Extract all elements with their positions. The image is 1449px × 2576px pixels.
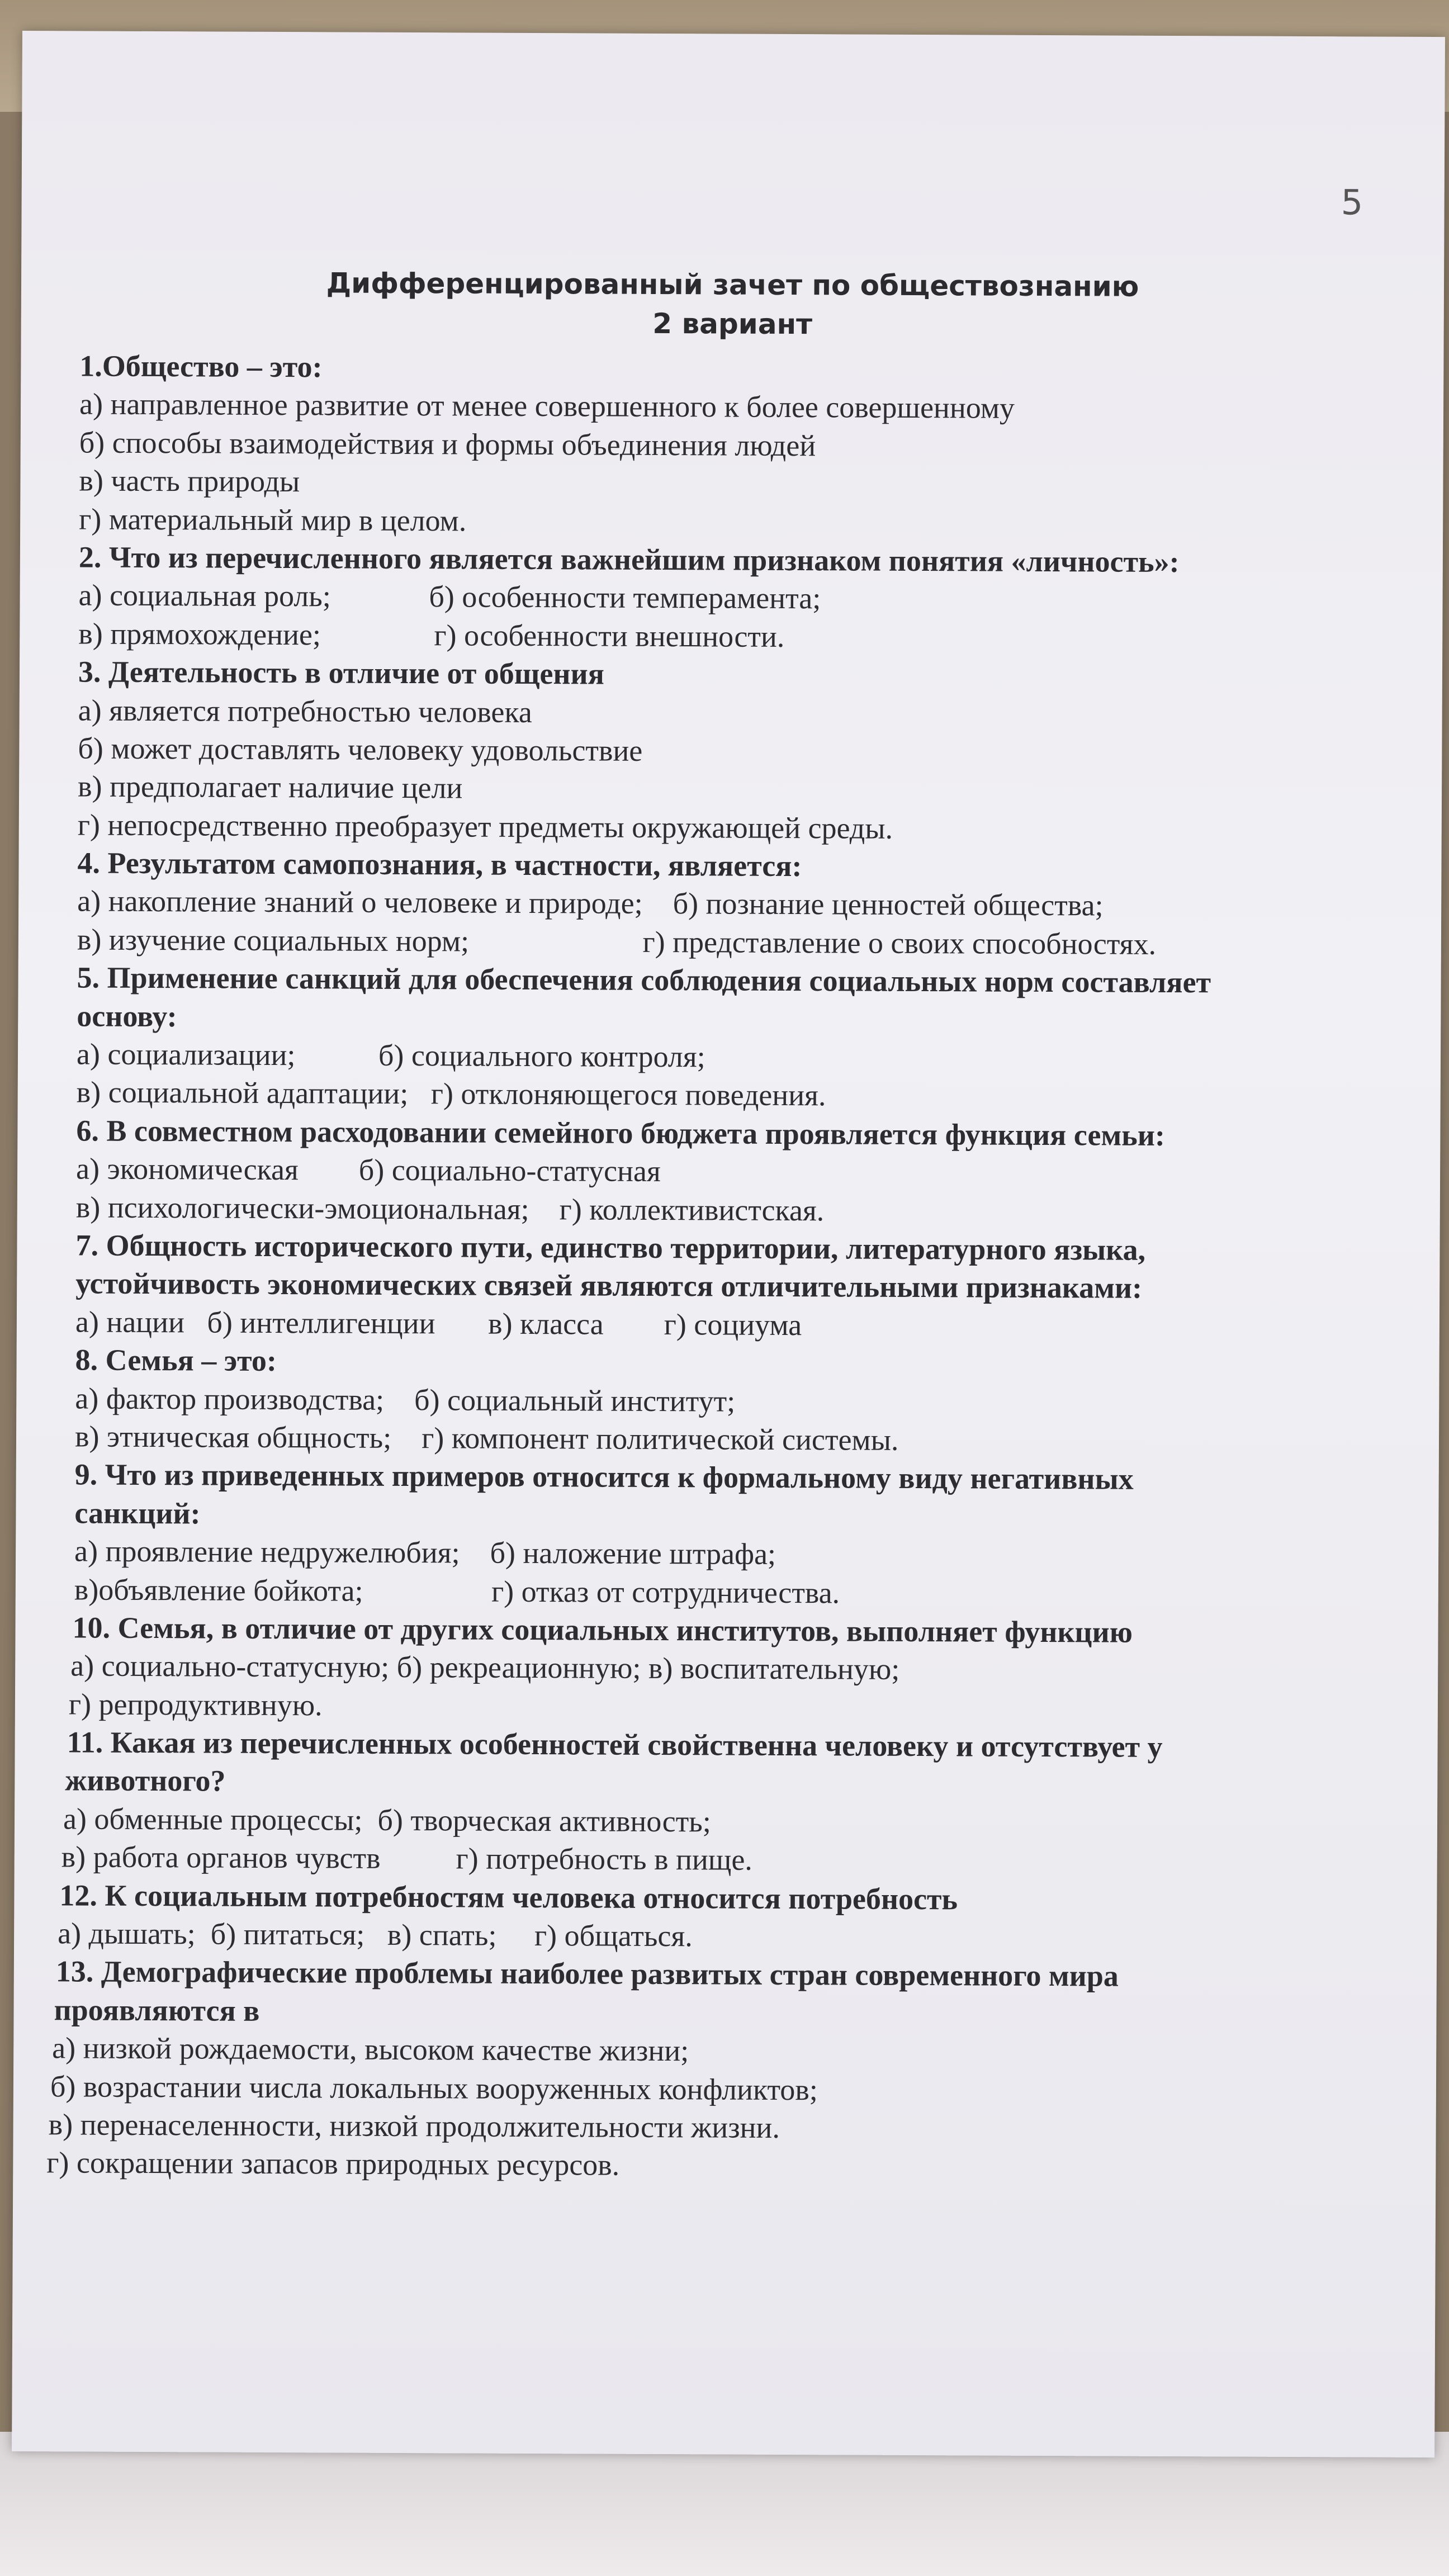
question-line: 5. Применение санкций для обеспечения соблюдения социальных норм составляет: [77, 960, 1211, 1000]
answer-option-line: г) сокращении запасов природных ресурсов.: [46, 2146, 620, 2182]
question-line: 2. Что из перечисленного является важнейшим признаком понятия «личность»:: [78, 540, 1180, 579]
answer-option-line: а) дышать; б) питаться; в) спать; г) общаться.: [58, 1916, 693, 1953]
question-line: 8. Семья – это:: [75, 1343, 277, 1378]
test-questions: [46, 347, 1410, 2187]
question-line: 6. В совместном расходовании семейного бюджета проявляется функция семьи:: [76, 1114, 1166, 1152]
answer-option-line: а) проявление недружелюбия; б) наложение штрафа;: [74, 1534, 776, 1571]
answer-option-line: г) непосредственно преобразует предметы окружающей среды.: [77, 808, 893, 845]
answer-option-line: в) работа органов чувств г) потребность в пище.: [61, 1840, 753, 1877]
question-line: 10. Семья, в отличие от других социальных институтов, выполняет функцию: [72, 1611, 1133, 1649]
test-title: Дифференцированный зачет по обществознанию: [326, 267, 1139, 303]
answer-option-line: а) социально-статусную; б) рекреационную; в) воспитательную;: [70, 1649, 900, 1687]
answer-option-line: б) возрастании числа локальных вооруженных конфликтов;: [50, 2069, 818, 2106]
question-line: 4. Результатом самопознания, в частности, является:: [77, 846, 802, 883]
answer-option-line: а) нации б) интеллигенции в) класса г) социума: [75, 1305, 802, 1342]
answer-option-line: в) перенаселенности, низкой продолжительности жизни.: [48, 2108, 780, 2144]
question-line: 1.Общество – это:: [79, 349, 323, 384]
answer-option-line: в) прямохождение; г) особенности внешности.: [78, 617, 785, 654]
question-line: санкций:: [74, 1496, 201, 1531]
answer-option-line: а) социализации; б) социального контроля;: [76, 1037, 705, 1074]
question-line: 9. Что из приведенных примеров относится к формальному виду негативных: [74, 1457, 1134, 1497]
question-line: основу:: [77, 999, 177, 1033]
answer-option-line: а) экономическая б) социально-статусная: [75, 1152, 661, 1188]
answer-option-line: а) фактор производства; б) социальный институт;: [75, 1381, 736, 1418]
answer-option-line: в) предполагает наличие цели: [77, 769, 463, 805]
answer-option-line: б) способы взаимодействия и формы объединения людей: [79, 425, 816, 462]
question-line: 3. Деятельность в отличие от общения: [78, 655, 605, 691]
answer-option-line: в) этническая общность; г) компонент политической системы.: [74, 1419, 899, 1457]
answer-option-line: а) социальная роль; б) особенности темперамента;: [78, 578, 821, 615]
page-number: 5: [1341, 182, 1363, 223]
answer-option-line: а) направленное развитие от менее совершенного к более совершенному: [79, 387, 1015, 425]
answer-option-line: в) часть природы: [79, 463, 300, 499]
question-line: 7. Общность исторического пути, единство территории, литературного языка,: [75, 1228, 1146, 1267]
answer-option-line: в) изучение социальных норм; г) представление о своих способностях.: [77, 922, 1157, 961]
question-line: 12. К социальным потребностям человека относится потребность: [59, 1878, 958, 1916]
question-line: 13. Демографические проблемы наиболее развитых стран современного мира: [55, 1954, 1119, 1993]
answer-option-line: в) психологически-эмоциональная; г) коллективистская.: [75, 1190, 825, 1227]
answer-option-line: г) материальный мир в целом.: [79, 502, 467, 538]
question-line: устойчивость экономических связей являются отличительными признаками:: [75, 1266, 1143, 1305]
answer-option-line: в) социальной адаптации; г) отклоняющегося поведения.: [76, 1075, 826, 1112]
question-line: проявляются в: [54, 1993, 260, 2028]
answer-option-line: а) накопление знаний о человеке и природе; б) познание ценностей общества;: [77, 884, 1104, 922]
answer-option-line: а) низкой рождаемости, высоком качестве жизни;: [52, 2031, 689, 2068]
test-variant: 2 вариант: [652, 307, 813, 341]
answer-option-line: в)объявление бойкота; г) отказ от сотрудничества.: [74, 1572, 840, 1609]
test-sheet: [12, 31, 1445, 2457]
answer-option-line: а) обменные процессы; б) творческая активность;: [63, 1802, 712, 1839]
answer-option-line: б) может доставлять человеку удовольствие: [78, 731, 643, 768]
question-line: 11. Какая из перечисленных особенностей свойственна человеку и отсутствует у: [67, 1725, 1163, 1764]
answer-option-line: г) репродуктивную.: [68, 1687, 323, 1722]
answer-option-line: а) является потребностью человека: [78, 693, 532, 729]
question-line: животного?: [65, 1763, 226, 1798]
